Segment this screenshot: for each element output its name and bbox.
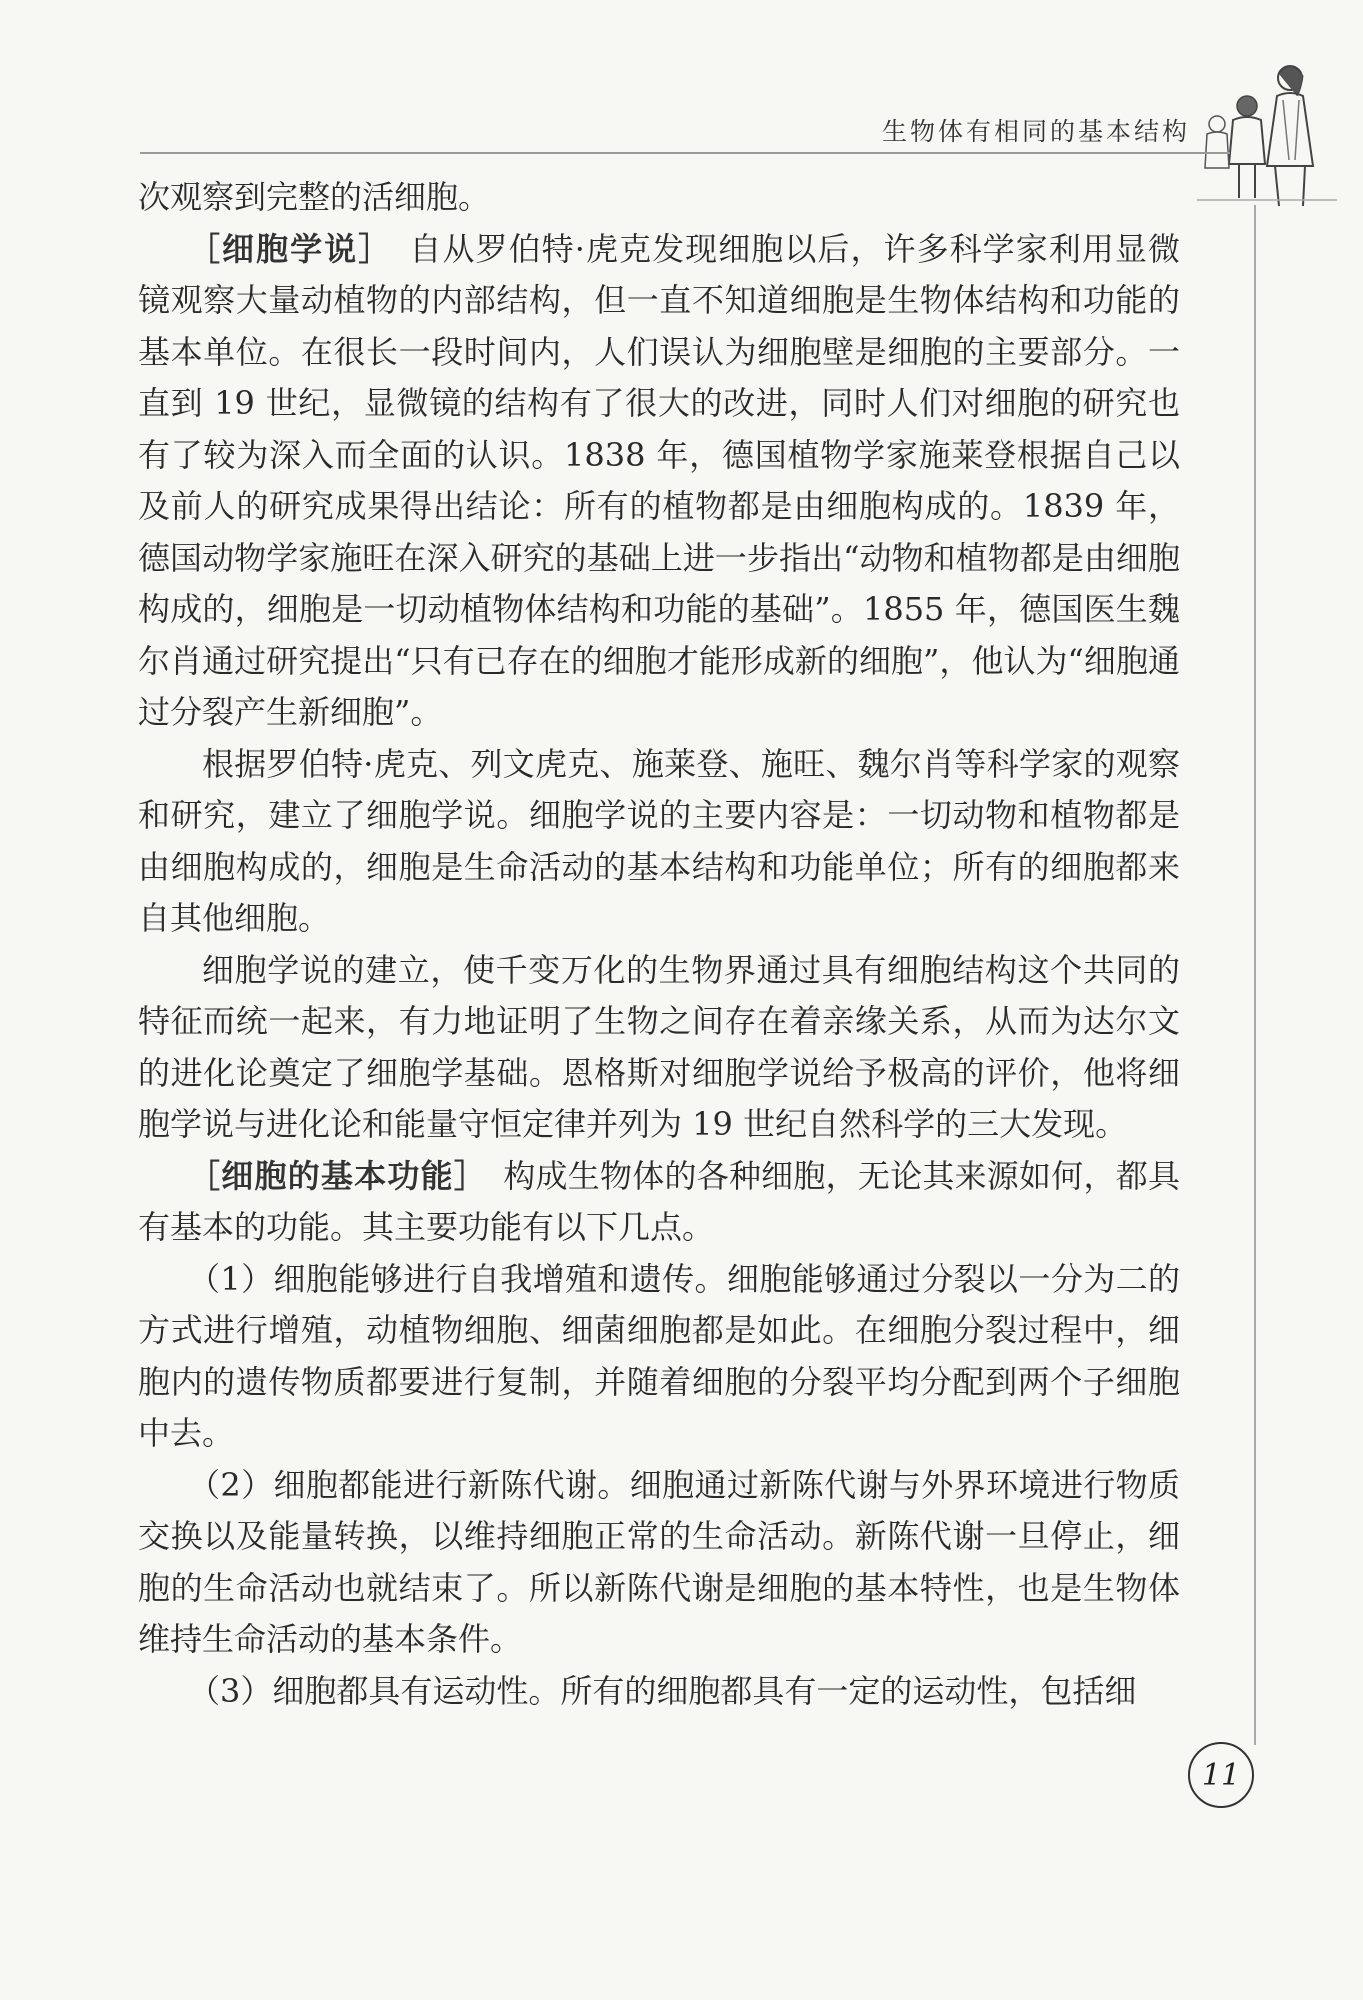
paragraph-function-2: （2）细胞都能进行新陈代谢。细胞通过新陈代谢与外界环境进行物质交换以及能量转换，以维持细胞正常的生命活动。新陈代谢一旦停止，细胞的生命活动也就结束了。所以新陈代谢是细胞的基本特性，也是生物体维持生命活动的基本条件。 — [138, 1465, 1180, 1658]
page-number: 11 — [1188, 1742, 1254, 1808]
section-label-cell-theory: ［细胞学说］ — [188, 229, 377, 268]
paragraph-cell-theory-significance: 细胞学说的建立，使千变万化的生物界通过具有细胞结构这个共同的特征而统一起来，有力地证明了生物之间存在着亲缘关系，从而为达尔文的进化论奠定了细胞学基础。恩格斯对细胞学说给予极高的评价，他将细胞学说与进化论和能量守恒定律并列为 19 世纪自然科学的三大发现。 — [138, 950, 1180, 1143]
running-header-title: 生物体有相同的基本结构 — [881, 117, 1190, 146]
paragraph-0: 次观察到完整的活细胞。 — [138, 178, 491, 216]
margin-rule — [1254, 205, 1256, 1745]
teacher-student-illustration — [1195, 60, 1345, 210]
body-text — [138, 172, 1180, 1717]
paragraph-function-3: （3）细胞都具有运动性。所有的细胞都具有一定的运动性，包括细 — [188, 1671, 1137, 1710]
paragraph-cell-theory-content: 根据罗伯特·虎克、列文虎克、施莱登、施旺、魏尔肖等科学家的观察和研究，建立了细胞学说。细胞学说的主要内容是：一切动物和植物都是由细胞构成的，细胞是生命活动的基本结构和功能单位；所有的细胞都来自其他细胞。 — [138, 744, 1180, 937]
paragraph-function-1: （1）细胞能够进行自我增殖和遗传。细胞能够通过分裂以一分为二的方式进行增殖，动植物细胞、细菌细胞都是如此。在细胞分裂过程中，细胞内的遗传物质都要进行复制，并随着细胞的分裂平均分配到两个子细胞中去。 — [138, 1259, 1180, 1452]
header-rule — [140, 152, 1230, 154]
paragraph-cell-theory — [138, 224, 1180, 739]
section-label-basic-functions: ［细胞的基本功能］ — [188, 1156, 472, 1195]
paragraph-basic-functions-text: 构成生物体的各种细胞，无论其来源如何，都具有基本的功能。其主要功能有以下几点。 — [138, 1156, 1180, 1246]
paragraph-cell-theory-text: 自从罗伯特·虎克发现细胞以后，许多科学家利用显微镜观察大量动植物的内部结构，但一直不知道细胞是生物体结构和功能的基本单位。在很长一段时间内，人们误认为细胞壁是细胞的主要部分。一直到 19 世纪，显微镜的结构有了很大的改进，同时人们对细胞的研究也有了较为深入而全面的认识。1838 年，德国植物学家施莱登根据自己以及前人的研究成果得出结论：所有的植物都是由细胞构成的。1839 年，德国动物学家施旺在深入研究的基础上进一步指出“动物和植物都是由细胞构成的，细胞是一切动植物体结构和功能的基础”。1855 年，德国医生魏尔肖通过研究提出“只有已存在的细胞才能形成新的细胞”，他认为“细胞通过分裂产生新细胞”。 — [138, 229, 1180, 731]
paragraph-basic-functions — [138, 1151, 1180, 1254]
